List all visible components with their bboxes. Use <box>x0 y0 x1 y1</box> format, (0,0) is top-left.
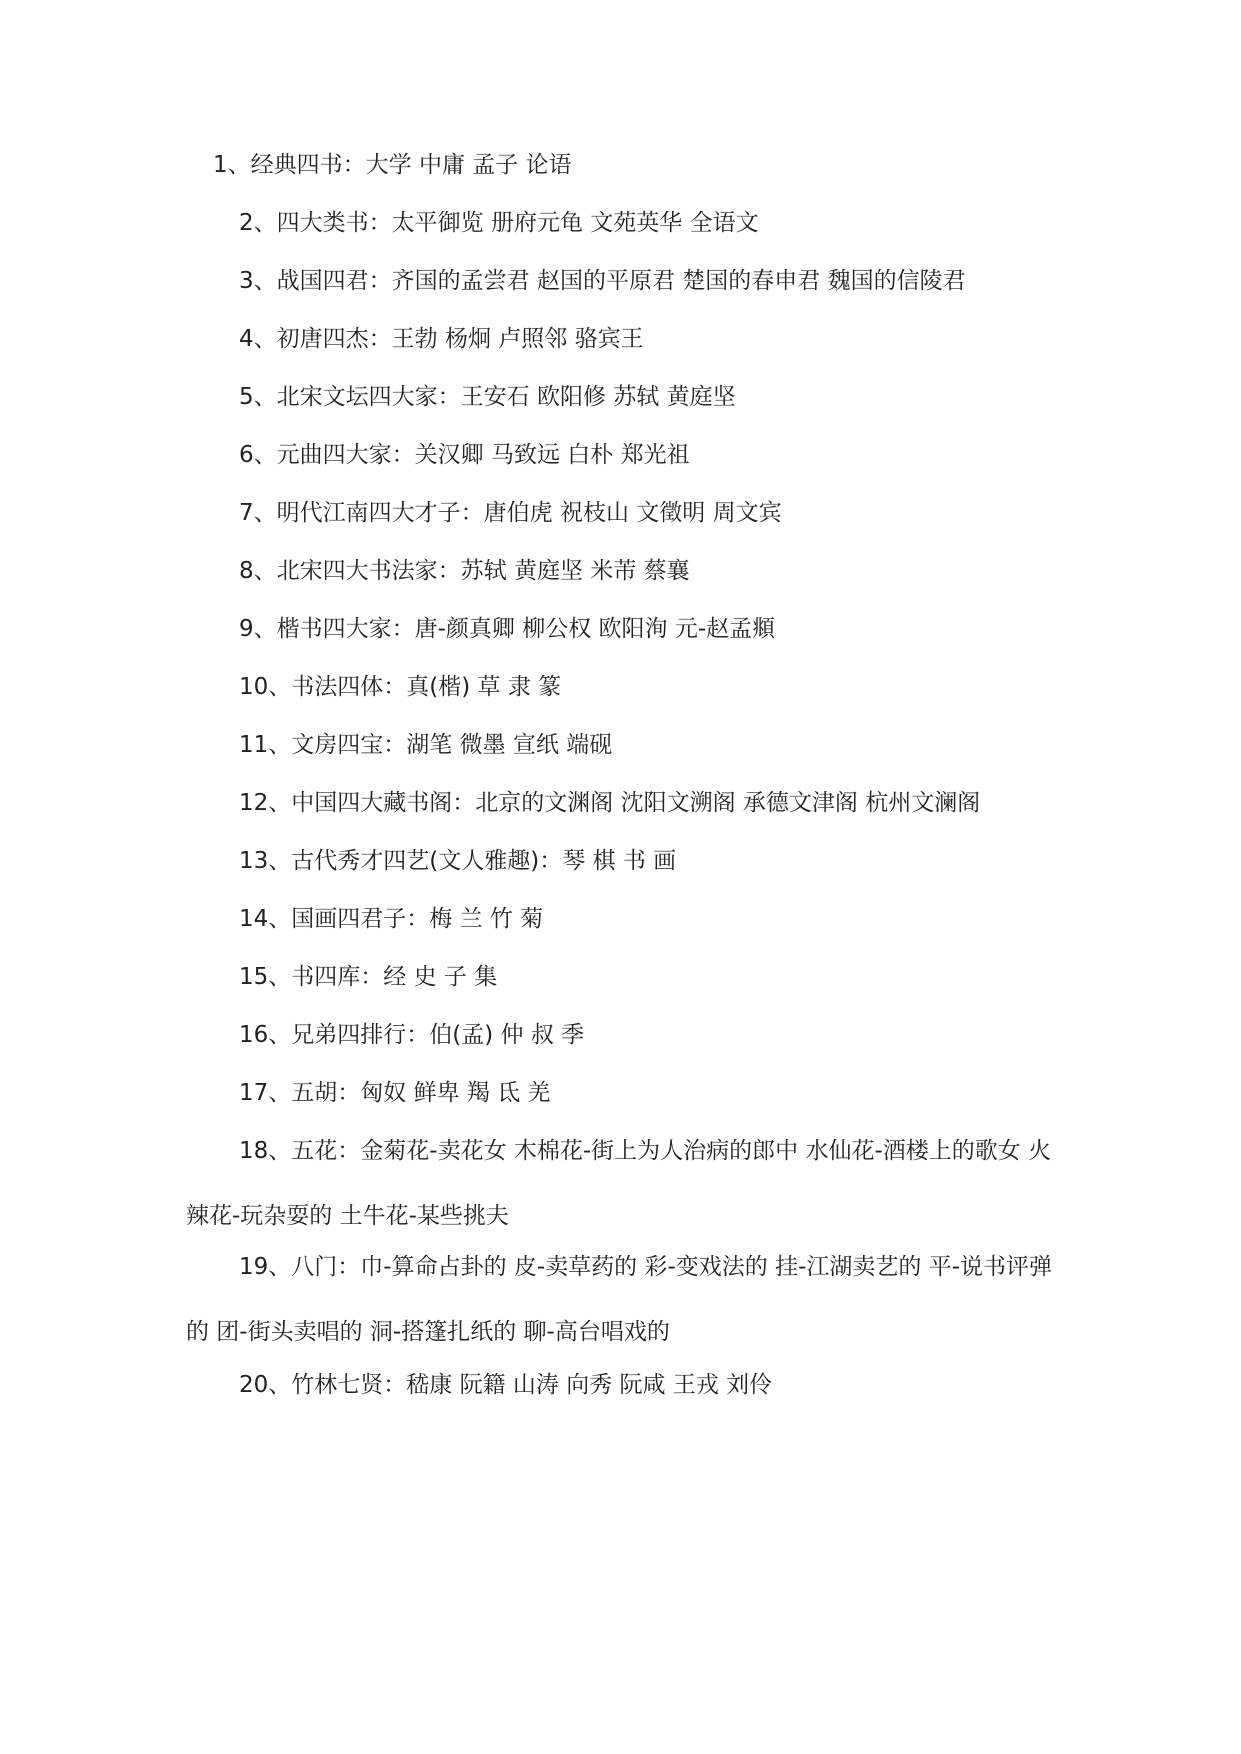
list-item: 4、初唐四杰：王勃 杨炯 卢照邻 骆宾王 <box>239 326 644 352</box>
list-item: 20、竹林七贤：嵇康 阮籍 山涛 向秀 阮咸 王戎 刘伶 <box>239 1372 773 1398</box>
list-item: 14、国画四君子：梅 兰 竹 菊 <box>239 906 544 932</box>
list-item: 6、元曲四大家：关汉卿 马致远 白朴 郑光祖 <box>239 442 690 468</box>
list-item: 2、四大类书：太平御览 册府元龟 文苑英华 全语文 <box>239 210 759 236</box>
list-item: 17、五胡：匈奴 鲜卑 羯 氐 羌 <box>239 1080 551 1106</box>
list-item: 18、五花：金菊花-卖花女 木棉花-街上为人治病的郎中 水仙花-酒楼上的歌女 火辣花-玩杂耍的 土牛花-某些挑夫 <box>186 1138 1052 1229</box>
list-item: 8、北宋四大书法家：苏轼 黄庭坚 米芾 蔡襄 <box>239 558 690 584</box>
list-item: 15、书四库：经 史 子 集 <box>239 964 498 990</box>
list-item: 12、中国四大藏书阁：北京的文渊阁 沈阳文溯阁 承德文津阁 杭州文澜阁 <box>239 790 981 816</box>
list-item: 19、八门：巾-算命占卦的 皮-卖草药的 彩-变戏法的 挂-江湖卖艺的 平-说书评弹的 团-街头卖唱的 洞-搭篷扎纸的 聊-高台唱戏的 <box>186 1254 1053 1345</box>
list-item: 9、楷书四大家：唐-颜真卿 柳公权 欧阳洵 元-赵孟頫 <box>239 616 776 642</box>
list-item: 1、经典四书：大学 中庸 孟子 论语 <box>213 152 572 178</box>
list-item: 5、北宋文坛四大家：王安石 欧阳修 苏轼 黄庭坚 <box>239 384 736 410</box>
list-item: 11、文房四宝：湖笔 微墨 宣纸 端砚 <box>239 732 613 758</box>
list-item: 10、书法四体：真(楷) 草 隶 篆 <box>239 674 562 700</box>
list-item: 3、战国四君：齐国的孟尝君 赵国的平原君 楚国的春申君 魏国的信陵君 <box>239 268 966 294</box>
list-item: 13、古代秀才四艺(文人雅趣)：琴 棋 书 画 <box>239 848 677 874</box>
list-item: 16、兄弟四排行：伯(孟) 仲 叔 季 <box>239 1022 585 1048</box>
list-item: 7、明代江南四大才子：唐伯虎 祝枝山 文徵明 周文宾 <box>239 500 782 526</box>
